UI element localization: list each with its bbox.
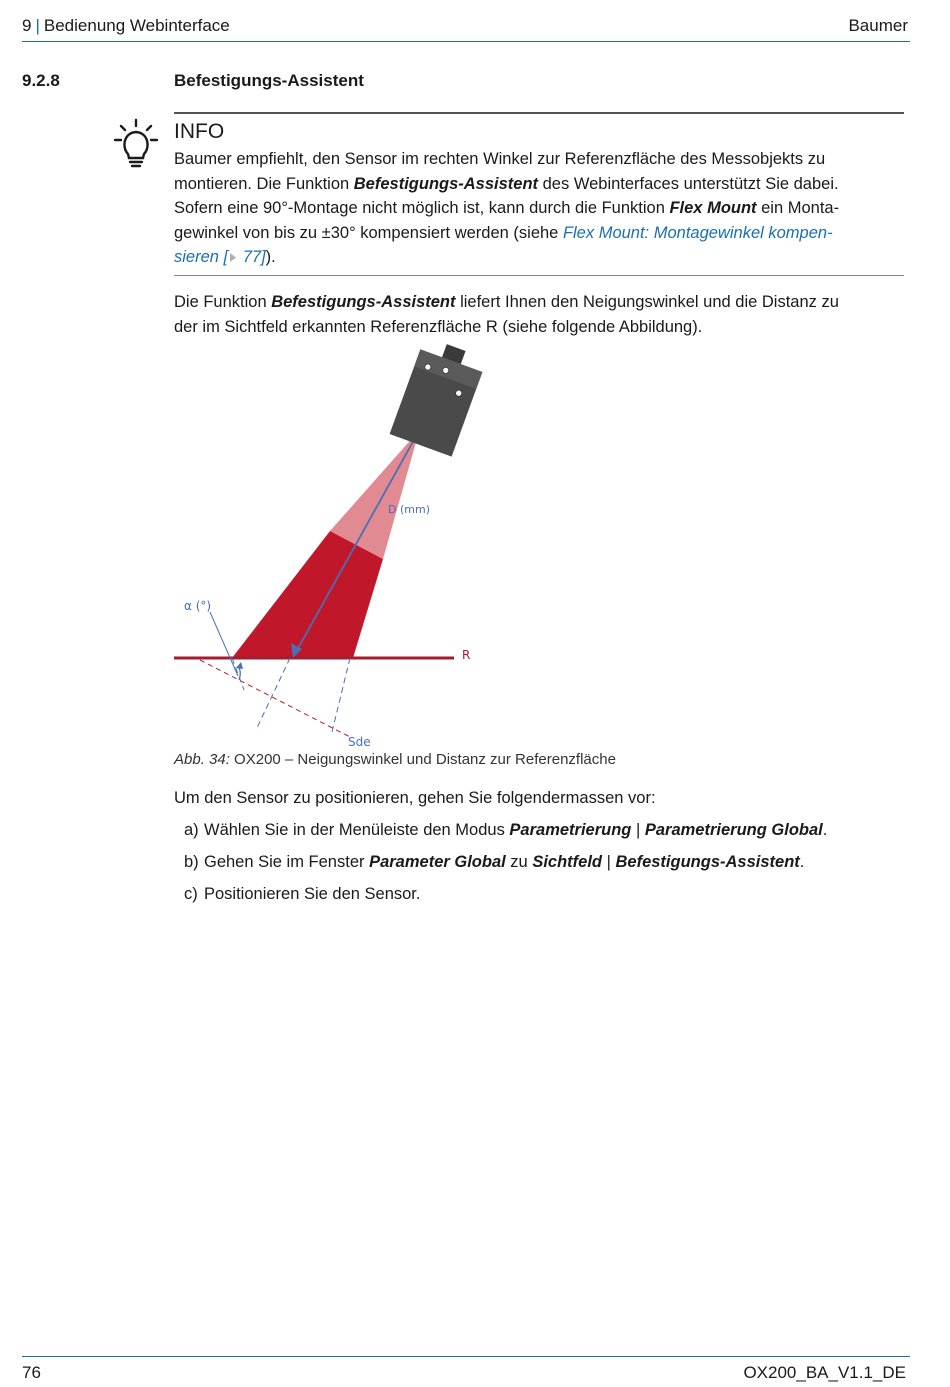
step-text: Wählen Sie in der Menüleiste den Modus	[204, 821, 510, 839]
body-text: Die Funktion	[174, 293, 272, 311]
beam-dark	[232, 531, 383, 658]
info-emphasis: Flex Mount	[669, 199, 757, 218]
link-page: 77]	[238, 248, 266, 267]
chapter-title: Bedienung Webinterface	[43, 16, 230, 35]
step-sep: |	[602, 853, 616, 871]
step-text: Positionieren Sie den Sensor.	[204, 885, 421, 903]
figure-caption	[174, 751, 616, 768]
info-line: Sofern eine 90°-Montage nicht möglich ist, kann durch die Funktion	[174, 199, 670, 218]
flex-mount-link-cont[interactable]	[174, 248, 266, 266]
step-c	[184, 885, 420, 904]
sensor-figure	[160, 340, 500, 752]
caption-prefix: Abb. 34:	[174, 751, 230, 768]
info-line: Baumer empfiehlt, den Sensor im rechten Winkel zur Referenzfläche des Messobjekts zu	[174, 150, 826, 168]
document-id: OX200_BA_V1.1_DE	[743, 1363, 906, 1382]
step-marker: a)	[184, 821, 199, 839]
body-text: der im Sichtfeld erkannten Referenzfläche R (siehe folgende Abbildung).	[174, 317, 703, 336]
body-text: liefert Ihnen den Neigungswinkel und die Distanz zu	[455, 293, 839, 311]
page-header	[22, 14, 910, 42]
menu-ref: Befestigungs-Assistent	[615, 853, 800, 871]
step-a	[184, 821, 827, 840]
page-number: 76	[22, 1363, 41, 1382]
lightbulb-icon	[112, 118, 160, 170]
body-emphasis: Befestigungs-Assistent	[271, 293, 456, 311]
step-end: .	[822, 821, 828, 839]
link-text: sieren [	[174, 248, 229, 267]
info-top-divider	[174, 112, 904, 114]
caption-text: OX200 – Neigungswinkel und Distanz zur Referenzfläche	[229, 751, 616, 768]
sde-dashed-left	[256, 658, 290, 730]
section-number: 9.2.8	[22, 71, 60, 90]
sde-dashed-right	[332, 658, 350, 732]
body-paragraph	[174, 290, 896, 339]
info-line: ).	[265, 248, 276, 267]
info-line: montieren. Die Funktion	[174, 174, 354, 193]
info-title: INFO	[174, 120, 225, 143]
menu-ref: Parametrierung Global	[644, 821, 823, 839]
chapter-number: 9	[22, 16, 32, 35]
header-brand: Baumer	[848, 16, 908, 35]
angle-pointer	[210, 612, 238, 676]
steps-intro: Um den Sensor zu positionieren, gehen Sie folgendermassen vor:	[174, 789, 656, 807]
section-title: Befestigungs-Assistent	[174, 71, 364, 90]
header-chapter	[22, 16, 230, 36]
step-text: Gehen Sie im Fenster	[204, 853, 370, 871]
info-line: des Webinterfaces unterstützt Sie dabei.	[538, 174, 839, 193]
header-divider	[22, 41, 910, 42]
menu-ref: Parametrierung	[509, 821, 632, 839]
info-text	[174, 147, 896, 270]
sensor-device	[390, 340, 488, 457]
label-distance: D (mm)	[388, 503, 430, 516]
page-ref-arrow-icon	[229, 252, 237, 263]
info-bottom-divider	[174, 275, 904, 276]
step-marker: c)	[184, 885, 198, 903]
menu-ref: Sichtfeld	[532, 853, 603, 871]
step-end: .	[799, 853, 805, 871]
info-line: gewinkel von bis zu ±30° kompensiert werden (siehe	[174, 223, 563, 242]
step-b	[184, 853, 804, 872]
step-marker: b)	[184, 853, 199, 871]
label-sde: Sde	[348, 735, 371, 749]
step-text: zu	[505, 853, 533, 871]
menu-ref: Parameter Global	[369, 853, 506, 871]
step-sep: |	[631, 821, 645, 839]
label-reference: R	[462, 648, 471, 662]
header-separator: |	[35, 16, 40, 35]
flex-mount-link[interactable]: Flex Mount: Montagewinkel kompen-	[562, 223, 833, 242]
perpendicular-dashed	[200, 660, 352, 738]
label-angle: α (°)	[184, 599, 212, 613]
angle-arrow-head	[236, 662, 243, 669]
info-line: ein Monta-	[756, 199, 840, 218]
footer-divider	[22, 1356, 910, 1357]
angle-dashed	[232, 658, 244, 690]
info-emphasis: Befestigungs-Assistent	[353, 174, 539, 193]
